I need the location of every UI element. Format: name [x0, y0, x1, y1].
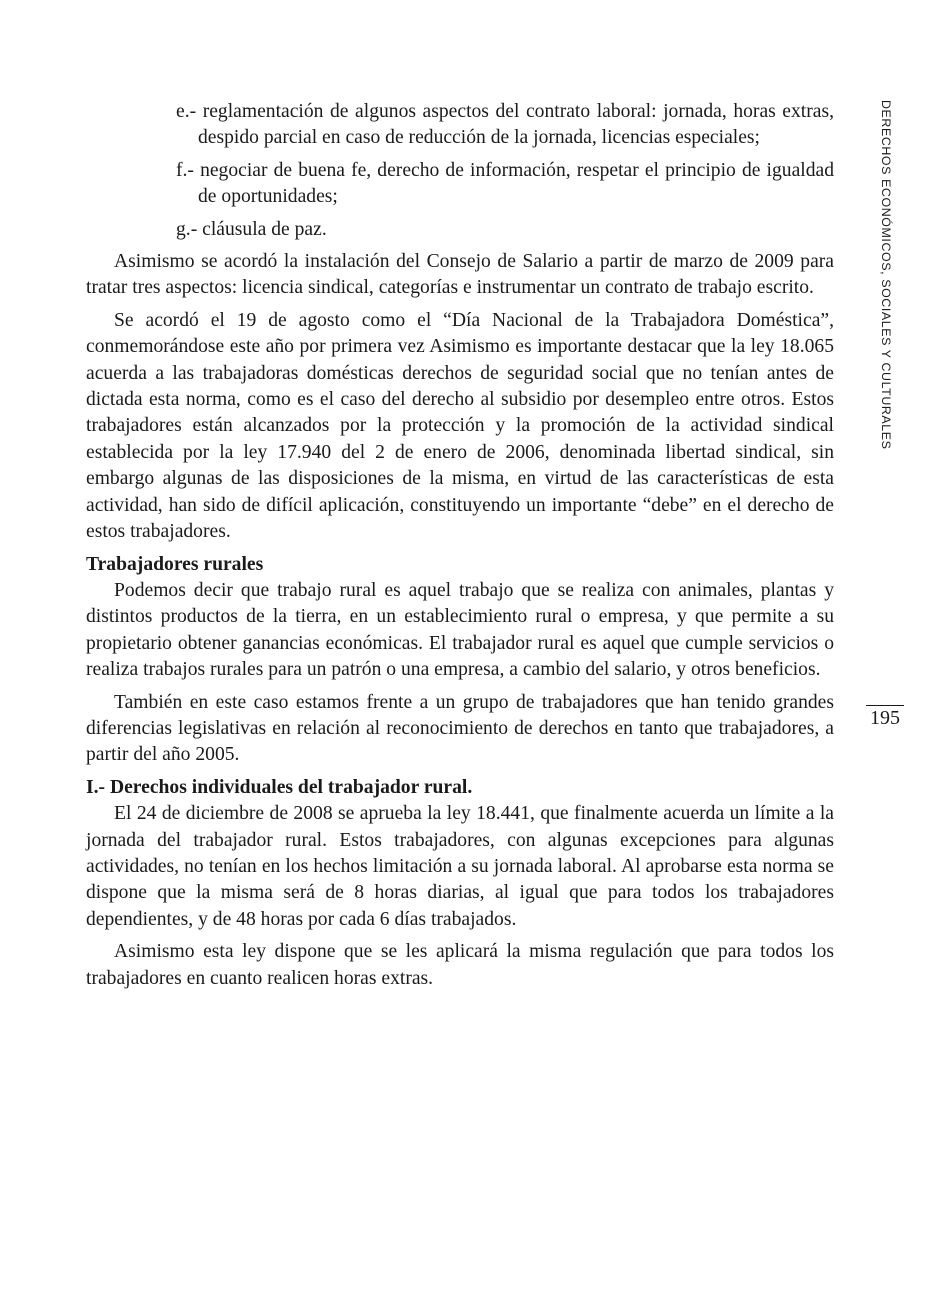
list-item-label: g.- — [176, 218, 198, 240]
list-item-text: reglamentación de algunos aspectos del contrato laboral: jornada, horas extras, despido parcial en caso de reducción de la jornada, licencias especiales; — [198, 101, 834, 149]
section-heading-trabajadores-rurales: Trabajadores rurales — [86, 553, 264, 575]
list — [86, 99, 834, 243]
list-item-label: f.- — [176, 159, 194, 181]
section-heading-derechos-individuales: I.- Derechos individuales del trabajador rural. — [86, 776, 473, 798]
paragraph-horas-extras: Asimismo esta ley dispone que se les aplicará la misma regulación que para todos los trabajadores en cuanto realicen horas extras. — [86, 941, 834, 989]
main-text-column — [86, 99, 834, 998]
list-item — [86, 217, 834, 243]
list-item — [86, 158, 834, 211]
page-number: 195 — [866, 705, 904, 730]
paragraph-dia-nacional: Se acordó el 19 de agosto como el “Día Nacional de la Trabajadora Doméstica”, conmemorándose este año por primera vez Asimismo es importante destacar que la ley 18.065 acuerda a las trabajadoras domésticas derechos de seguridad social que no tenían antes de dictada esta norma, como es el caso del derecho al subsidio por desempleo entre otros. Estos trabajadores están alcanzados por la protección y la promoción de la actividad sindical establecida por la ley 17.940 del 2 de enero de 2006, denominada libertad sindical, sin embargo algunas de las disposiciones de la misma, en virtud de las características de esta actividad, han sido de difícil aplicación, constituyendo un importante “debe” en el derecho de estos trabajadores. — [86, 309, 834, 543]
paragraph-diferencias-legislativas: También en este caso estamos frente a un grupo de trabajadores que han tenido grandes diferencias legislativas en relación al reconocimiento de derechos en tanto que trabajadores, a partir del año 2005. — [86, 691, 834, 766]
paragraph-ley-18441: El 24 de diciembre de 2008 se aprueba la ley 18.441, que finalmente acuerda un límite a la jornada del trabajador rural. Estos trabajadores, con algunas excepciones para algunas actividades, no tenían en los hechos limitación a su jornada laboral. Al aprobarse esta norma se dispone que la misma será de 8 horas diarias, al igual que para todos los trabajadores dependientes, y de 48 horas por cada 6 días trabajados. — [86, 803, 834, 930]
list-item-text: negociar de buena fe, derecho de información, respetar el principio de igualdad de oportunidades; — [198, 159, 835, 208]
list-item-label: e.- — [176, 101, 197, 122]
list-item — [86, 99, 834, 152]
list-item-text: cláusula de paz. — [202, 218, 327, 240]
paragraph-trabajo-rural: Podemos decir que trabajo rural es aquel trabajo que se realiza con animales, plantas y distintos productos de la tierra, en un establecimiento rural o empresa, y que permite a su propietario obtener ganancias económicas. El trabajador rural es aquel que cumple servicios o realiza trabajos rurales para un patrón o una empresa, a cambio del salario, y otros beneficios. — [86, 579, 834, 681]
running-header-vertical: DERECHOS ECONÓMICOS, SOCIALES Y CULTURALES — [879, 100, 893, 450]
paragraph-consejo-salario: Asimismo se acordó la instalación del Consejo de Salario a partir de marzo de 2009 para tratar tres aspectos: licencia sindical, categorías e instrumentar un contrato de trabajo escrito. — [86, 251, 834, 299]
